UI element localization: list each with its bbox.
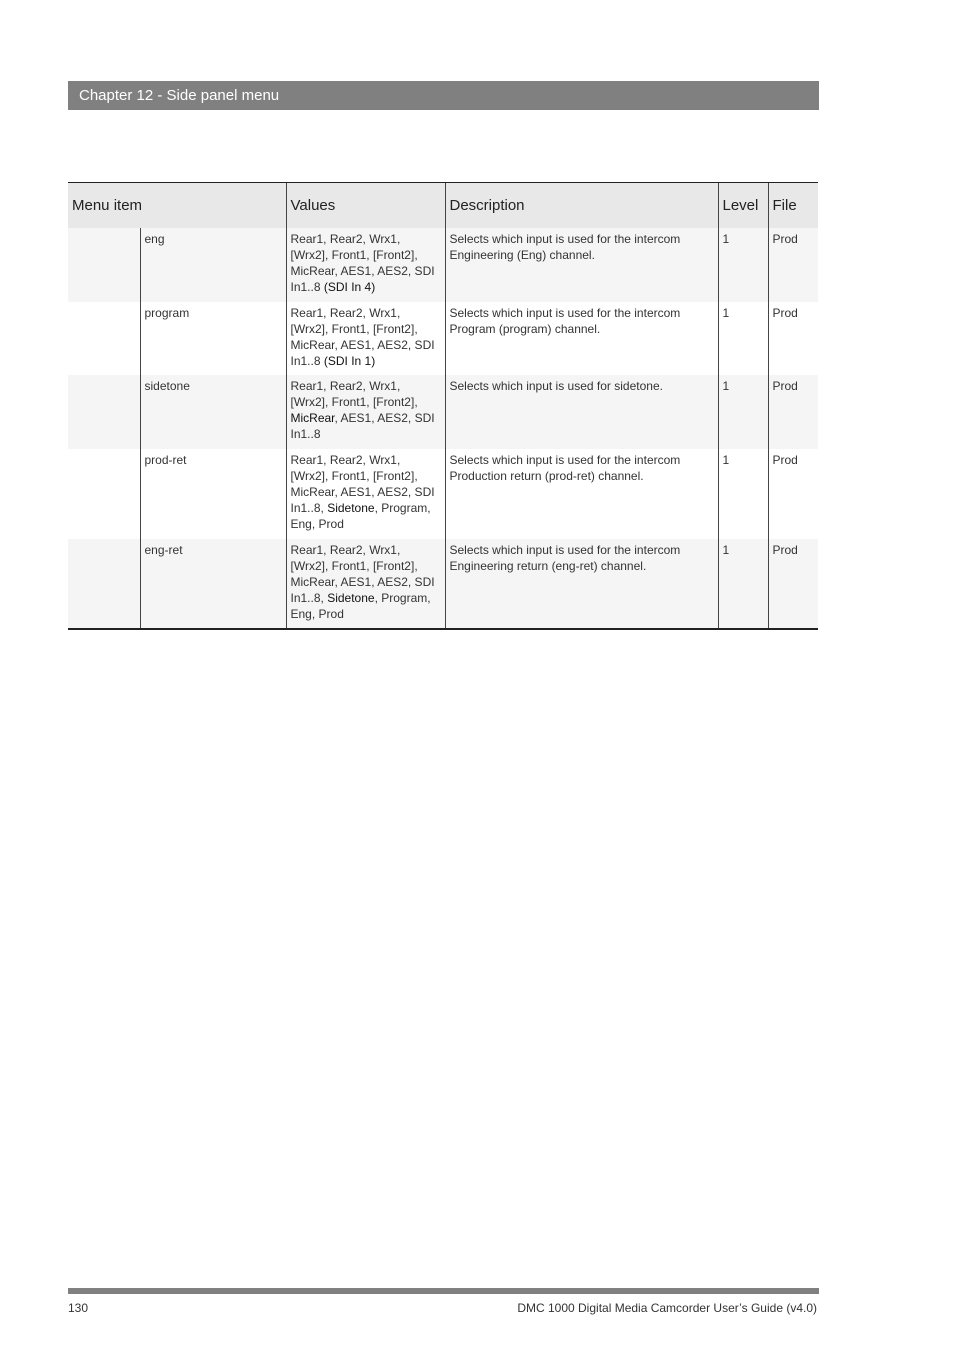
column-header-level: Level [718,183,768,229]
description-cell: Selects which input is used for the intercom Engineering (Eng) channel. [445,228,718,302]
level-cell: 1 [718,539,768,629]
chapter-title: Chapter 12 - Side panel menu [79,87,280,104]
file-cell: Prod [768,449,818,539]
menu-item-cell: eng [140,228,286,302]
values-cell: Rear1, Rear2, Wrx1, [Wrx2], Front1, [Front2], MicRear, AES1, AES2, SDI In1..8, Sidetone, Program, Eng, Prod [286,539,445,629]
table-row [68,539,818,629]
file-cell: Prod [768,302,818,375]
file-cell: Prod [768,228,818,302]
indent-cell [68,228,140,302]
level-cell: 1 [718,302,768,375]
menu-item-cell: prod-ret [140,449,286,539]
table-header-row [68,183,818,229]
column-header-values: Values [286,183,445,229]
description-cell: Selects which input is used for the intercom Production return (prod-ret) channel. [445,449,718,539]
table-row [68,302,818,375]
description-cell: Selects which input is used for the intercom Engineering return (eng-ret) channel. [445,539,718,629]
table-row [68,228,818,302]
menu-item-cell: eng-ret [140,539,286,629]
file-cell: Prod [768,375,818,449]
description-cell: Selects which input is used for the intercom Program (program) channel. [445,302,718,375]
level-cell: 1 [718,375,768,449]
table-row [68,375,818,449]
values-cell: Rear1, Rear2, Wrx1, [Wrx2], Front1, [Front2], MicRear, AES1, AES2, SDI In1..8, Sidetone, Program, Eng, Prod [286,449,445,539]
level-cell: 1 [718,449,768,539]
column-header-description: Description [445,183,718,229]
menu-item-cell: program [140,302,286,375]
menu-item-cell: sidetone [140,375,286,449]
guide-title: DMC 1000 Digital Media Camcorder User’s Guide (v4.0) [517,1301,817,1315]
level-cell: 1 [718,228,768,302]
description-cell: Selects which input is used for sidetone. [445,375,718,449]
column-header-menu-item: Menu item [68,183,286,229]
page-number: 130 [68,1301,89,1315]
table-row [68,449,818,539]
values-cell: Rear1, Rear2, Wrx1, [Wrx2], Front1, [Front2], MicRear, AES1, AES2, SDI In1..8 (SDI In 1) [286,302,445,375]
indent-cell [68,375,140,449]
indent-cell [68,449,140,539]
values-cell: Rear1, Rear2, Wrx1, [Wrx2], Front1, [Front2], MicRear, AES1, AES2, SDI In1..8 [286,375,445,449]
file-cell: Prod [768,539,818,629]
column-header-file: File [768,183,818,229]
values-cell: Rear1, Rear2, Wrx1, [Wrx2], Front1, [Front2], MicRear, AES1, AES2, SDI In1..8 (SDI In 4) [286,228,445,302]
chapter-header-bar [68,81,819,110]
indent-cell [68,302,140,375]
indent-cell [68,539,140,629]
menu-items-table [68,182,818,630]
footer-bar [68,1288,819,1294]
